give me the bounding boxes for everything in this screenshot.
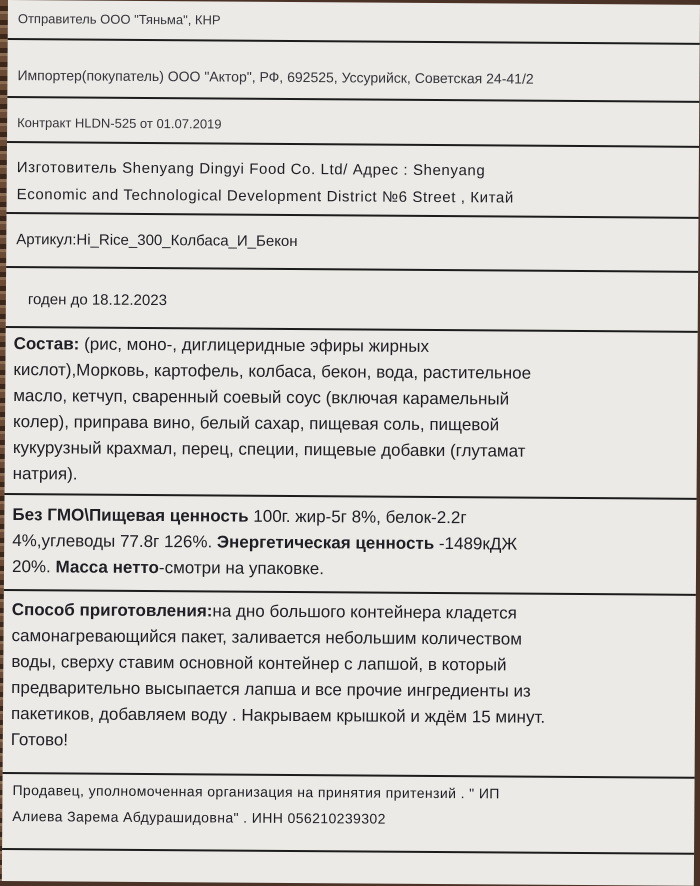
composition-heading: Состав: [13, 334, 80, 354]
composition-line-6: натрия). [12, 464, 78, 484]
article-text: Артикул:Hi_Rice_300_Колбаса_И_Бекон [16, 231, 298, 251]
gmo-nutrition-heading: Без ГМО\Пищевая ценность [12, 505, 249, 526]
preparation-heading: Способ приготовления: [11, 600, 213, 621]
nutrition-line-2: 4%,углеводы 77.8г 126%. Энергетическая ценность -1489кДЖ [12, 531, 518, 554]
divider [6, 266, 698, 273]
sender-text: Отправитель ООО "Тяньма", КНР [17, 11, 221, 28]
importer-text: Импортер(покупатель) ООО "Актор", РФ, 692525, Уссурийск, Советская 24-41/2 [17, 67, 534, 87]
divider [7, 141, 699, 148]
divider [7, 212, 699, 219]
manufacturer-line-2: Economic and Technological Development District №6 Street , Китай [16, 186, 514, 207]
manufacturer-line-1: Изготовитель Shenyang Dingyi Food Co. Ltd/ Адрес : Shenyang [16, 159, 486, 180]
divider [7, 96, 699, 103]
nutrition-line-3: 20%. Масса нетто-смотри на упаковке. [11, 557, 325, 579]
seller-line-2: Алиева Зарема Абдурашидовна" . ИНН 056210239302 [12, 808, 386, 827]
preparation-line-6: Готово! [10, 730, 69, 750]
expiry-text: годен до 18.12.2023 [27, 291, 168, 310]
composition-line-5: кукурузный крахмал, перец, специи, пищевые добавки (глутамат [12, 438, 526, 461]
contract-text: Контракт HLDN-525 от 01.07.2019 [17, 115, 222, 132]
preparation-line-3: воды, сверху ставим основной контейнер с лапшой, в который [11, 652, 507, 675]
composition-line-3: масло, кетчуп, сваренный соевый соус (включая карамельный [13, 386, 510, 409]
preparation-line-2: самонагревающийся пакет, заливается небольшим количеством [11, 626, 523, 649]
energy-heading: Энергетическая ценность [216, 532, 435, 553]
composition-line-4: колер), приправа вино, белый сахар, пищевая соль, пищевой [12, 412, 500, 435]
composition-line-1: Состав: (рис, моно-, диглицеридные эфиры жирных [13, 334, 430, 356]
preparation-line-5: пакетиков, добавляем воду . Накрываем крышкой и ждём 15 минут. [10, 704, 546, 727]
net-mass-heading: Масса нетто [55, 557, 160, 578]
preparation-line-4: предварительно высыпается лапша и все прочие ингредиенты из [11, 678, 531, 701]
divider [4, 589, 696, 596]
seller-line-1: Продавец, уполномоченная организация на принятия притензий . " ИП [12, 782, 500, 802]
nutrition-line-1: Без ГМО\Пищевая ценность 100г. жир-5г 8%, белок-2.2г [12, 505, 467, 528]
product-label [2, 0, 700, 886]
divider [2, 848, 694, 855]
preparation-line-1: Способ приготовления:на дно большого контейнера кладется [11, 600, 517, 623]
divider [5, 493, 697, 500]
divider [3, 772, 695, 779]
composition-line-2: кислот),Морковь, картофель, колбаса, бекон, вода, растительное [13, 360, 532, 383]
divider [8, 38, 700, 45]
